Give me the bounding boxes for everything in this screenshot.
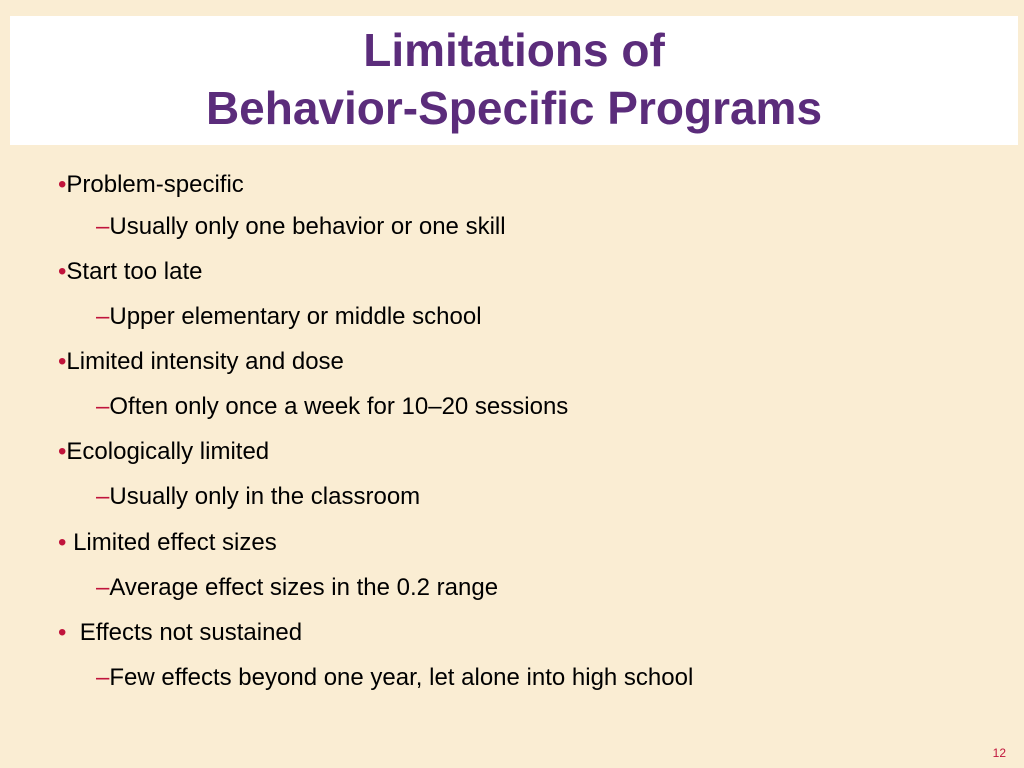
bullet-marker: •: [58, 171, 67, 198]
bullet-text: Limited intensity and dose: [66, 348, 344, 375]
bullet-text: Problem-specific: [66, 171, 244, 198]
sub-bullet-text: Few effects beyond one year, let alone into high school: [109, 664, 694, 691]
sub-bullet-item: [96, 392, 568, 422]
bullet-item: [58, 528, 277, 558]
bullet-marker: •: [58, 258, 67, 285]
sub-bullet-item: [96, 663, 693, 693]
bullet-item: [58, 257, 202, 287]
sub-bullet-item: [96, 212, 506, 242]
bullet-text: Start too late: [66, 258, 203, 285]
bullet-text: Limited effect sizes: [66, 529, 277, 556]
sub-bullet-marker: –: [96, 213, 110, 240]
title-line-2: Behavior-Specific Programs: [205, 82, 823, 134]
bullet-marker: •: [58, 348, 67, 375]
bullet-item: [58, 437, 269, 467]
sub-bullet-text: Usually only one behavior or one skill: [109, 213, 506, 240]
bullet-item: [58, 170, 244, 200]
bullet-text: Effects not sustained: [66, 619, 303, 646]
sub-bullet-text: Usually only in the classroom: [109, 483, 421, 510]
sub-bullet-marker: –: [96, 574, 110, 601]
sub-bullet-item: [96, 573, 498, 603]
bullet-item: [58, 347, 344, 377]
bullet-marker: •: [58, 529, 67, 556]
sub-bullet-marker: –: [96, 664, 110, 691]
bullet-item: [58, 618, 302, 648]
bullet-marker: •: [58, 619, 67, 646]
bullet-marker: •: [58, 438, 67, 465]
sub-bullet-text: Often only once a week for 10–20 sessions: [109, 393, 569, 420]
page-number: 12: [992, 746, 1006, 760]
sub-bullet-text: Upper elementary or middle school: [109, 303, 482, 330]
bullet-text: Ecologically limited: [66, 438, 270, 465]
sub-bullet-marker: –: [96, 303, 110, 330]
sub-bullet-text: Average effect sizes in the 0.2 range: [109, 574, 499, 601]
sub-bullet-item: [96, 482, 420, 512]
sub-bullet-item: [96, 302, 482, 332]
bullet-list: [58, 0, 998, 768]
sub-bullet-marker: –: [96, 483, 110, 510]
sub-bullet-marker: –: [96, 393, 110, 420]
title-line-1: Limitations of: [363, 24, 665, 76]
